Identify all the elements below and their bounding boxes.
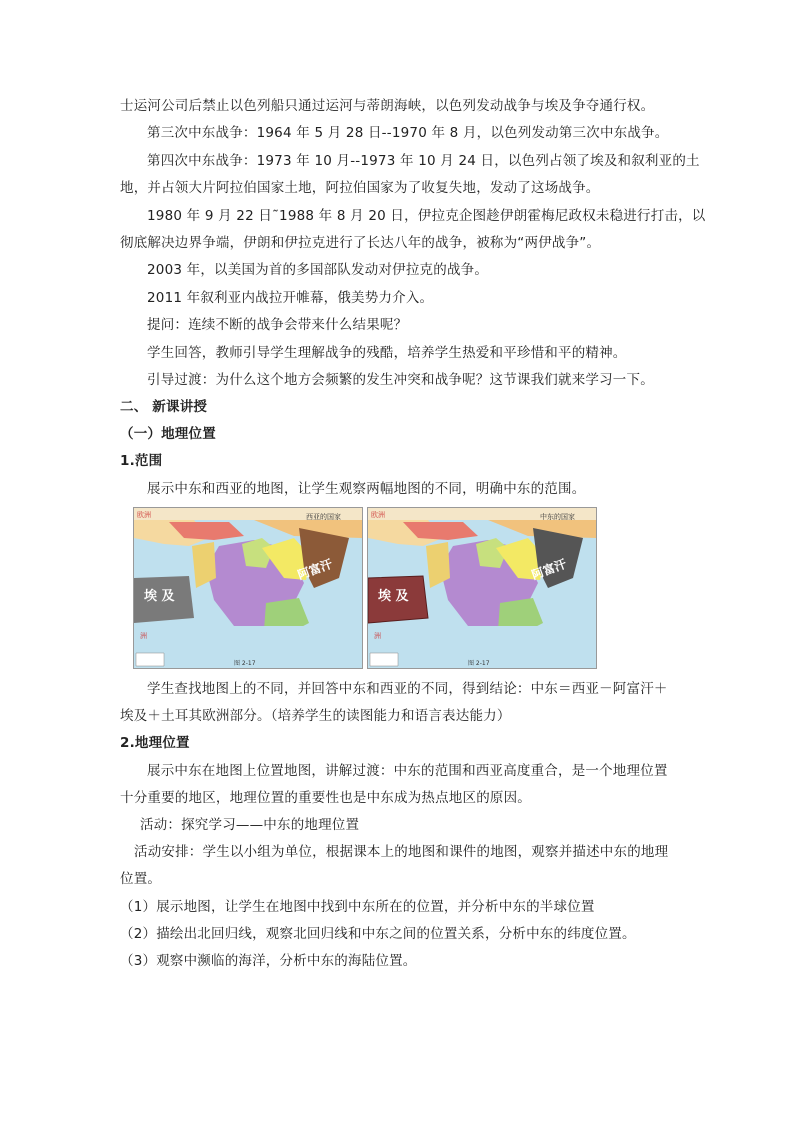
map-title: 西亚的国家 [306, 513, 341, 521]
subsection-heading: 1.范围 [120, 453, 163, 469]
egypt-label: 埃 及 [144, 589, 175, 604]
paragraph: 1980 年 9 月 22 日˜1988 年 8 月 20 日，伊拉克企图趁伊朗霍梅尼政权未稳进行打击，以 [147, 208, 706, 224]
africa-label: 洲 [140, 632, 147, 640]
paragraph: 提问：连续不断的战争会带来什么结果呢？ [147, 317, 408, 333]
list-item: （1）展示地图，让学生在地图中找到中东所在的位置，并分析中东的半球位置 [120, 899, 595, 915]
subsection-heading: （一）地理位置 [120, 426, 216, 442]
paragraph: 第四次中东战争：1973 年 10 月--1973 年 10 月 24 日，以色列占领了埃及和叙利亚的土 [147, 153, 700, 169]
figure-number: 图 2-17 [468, 660, 490, 667]
paragraph: 埃及＋土耳其欧洲部分。（培养学生的读图能力和语言表达能力） [120, 708, 511, 724]
paragraph: 2011 年叙利亚内战拉开帷幕，俄美势力介入。 [147, 290, 434, 306]
paragraph: 士运河公司后禁止以色列船只通过运河与蒂朗海峡，以色列发动战争与埃及争夺通行权。 [120, 98, 655, 114]
list-item: （3）观察中濒临的海洋，分析中东的海陆位置。 [120, 953, 417, 969]
paragraph: 引导过渡：为什么这个地方会频繁的发生冲突和战争呢？这节课我们就来学习一下。 [147, 372, 654, 388]
afghanistan-label: 阿富汗 [529, 556, 569, 583]
europe-label: 欧洲 [371, 511, 385, 519]
paragraph: 活动安排：学生以小组为单位，根据课本上的地图和课件的地图，观察并描述中东的地理 [134, 844, 669, 860]
paragraph: 2003 年，以美国为首的多国部队发动对伊拉克的战争。 [147, 262, 489, 278]
paragraph: 学生回答，教师引导学生理解战争的残酷，培养学生热爱和平珍惜和平的精神。 [147, 345, 627, 361]
afghanistan-label: 阿富汗 [295, 556, 335, 583]
map-middle-east-graphic [368, 508, 596, 668]
paragraph: 位置。 [120, 871, 162, 887]
paragraph: 活动：探究学习——中东的地理位置 [140, 817, 360, 833]
figure-number: 图 2-17 [234, 660, 256, 667]
paragraph: 第三次中东战争：1964 年 5 月 28 日--1970 年 8 月，以色列发动第三次中东战争。 [147, 125, 669, 141]
map-west-asia-graphic [134, 508, 362, 668]
map-middle-east [367, 507, 597, 669]
paragraph: 学生查找地图上的不同，并回答中东和西亚的不同，得到结论：中东＝西亚－阿富汗＋ [147, 681, 668, 697]
paragraph: 展示中东在地图上位置地图，讲解过渡：中东的范围和西亚高度重合，是一个地理位置 [147, 763, 668, 779]
africa-label: 洲 [374, 632, 381, 640]
paragraph: 十分重要的地区，地理位置的重要性也是中东成为热点地区的原因。 [120, 790, 531, 806]
section-heading: 二、 新课讲授 [120, 399, 208, 415]
paragraph: 展示中东和西亚的地图，让学生观察两幅地图的不同，明确中东的范围。 [147, 481, 586, 497]
list-item: （2）描绘出北回归线，观察北回归线和中东之间的位置关系，分析中东的纬度位置。 [120, 926, 636, 942]
map-title: 中东的国家 [540, 513, 575, 521]
egypt-label: 埃 及 [378, 589, 409, 604]
subsection-heading: 2.地理位置 [120, 735, 190, 751]
europe-label: 欧洲 [137, 511, 151, 519]
paragraph: 彻底解决边界争端，伊朗和伊拉克进行了长达八年的战争，被称为“两伊战争”。 [120, 235, 601, 251]
paragraph: 地，并占领大片阿拉伯国家土地，阿拉伯国家为了收复失地，发动了这场战争。 [120, 180, 600, 196]
map-west-asia [133, 507, 363, 669]
